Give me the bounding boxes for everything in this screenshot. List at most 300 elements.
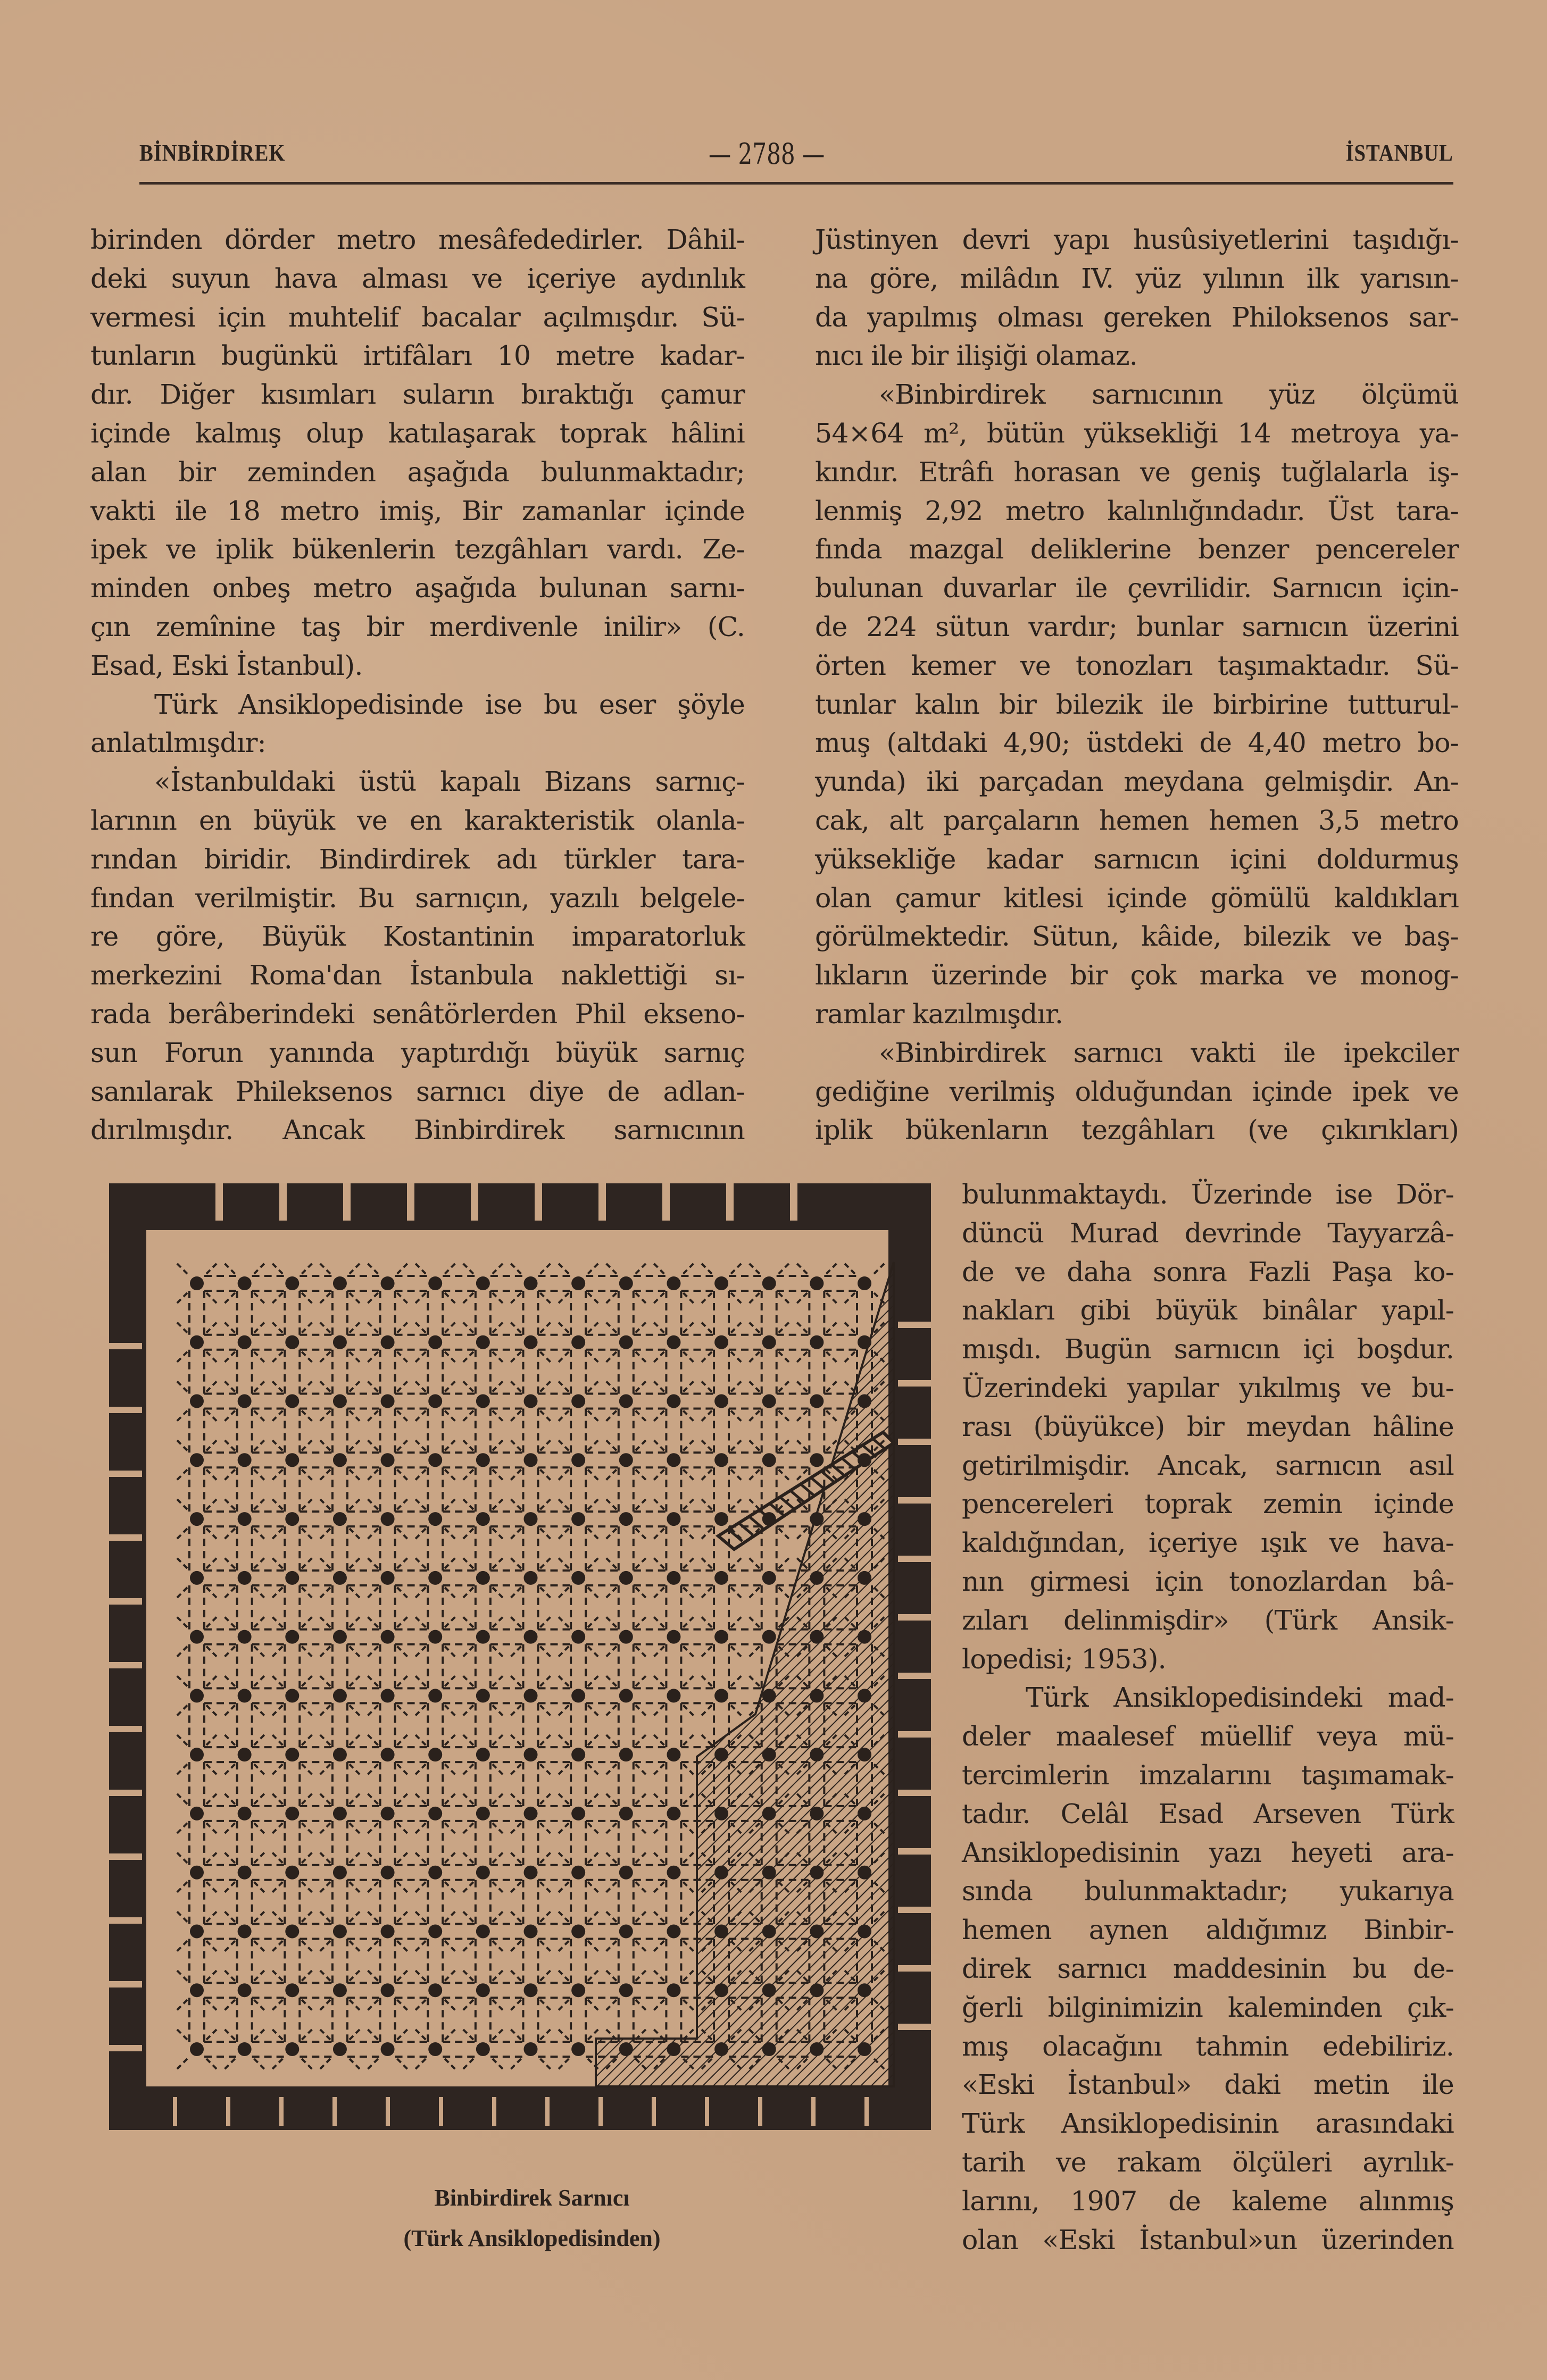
column [858, 1748, 871, 1761]
column [381, 1453, 395, 1467]
column [285, 1276, 299, 1290]
column [476, 1335, 490, 1349]
column [428, 1748, 442, 1761]
text-line: ipek ve iplik bükenlerin tezgâhları vardı. Ze- [90, 533, 745, 565]
text-line: larının en büyük ve en karakteristik olanla- [90, 804, 745, 836]
wall-slit [652, 2097, 656, 2126]
wall-slit [109, 1917, 142, 1924]
column [667, 1866, 680, 1880]
column [285, 1748, 299, 1761]
column [381, 1571, 395, 1585]
wall-slit [407, 1183, 414, 1221]
column [524, 1689, 538, 1702]
wall-slit [726, 1183, 734, 1221]
column [810, 1335, 824, 1349]
text-line: muş (altdaki 4,90; üstdeki de 4,40 metro bo- [815, 727, 1459, 759]
column [762, 1924, 776, 1938]
column [858, 1983, 871, 1997]
column [619, 1748, 633, 1761]
column [333, 1748, 347, 1761]
text-line: tercimlerin imzalarını taşımamak- [962, 1759, 1454, 1791]
column [428, 1571, 442, 1585]
text-line: lenmiş 2,92 metro kalınlığındadır. Üst tara- [815, 495, 1459, 527]
column [285, 1453, 299, 1467]
wall-slit [598, 2097, 603, 2126]
column [524, 1630, 538, 1644]
column [333, 1866, 347, 1880]
column [858, 1335, 871, 1349]
column [571, 1335, 585, 1349]
text-line: içinde kalmış olup katılaşarak toprak hâlini [90, 417, 745, 449]
text-line: ramlar kazılmışdır. [815, 998, 1063, 1030]
column [381, 1983, 395, 1997]
text-line: zıları delinmişdir» (Türk Ansik- [962, 1604, 1454, 1636]
wall-slit [898, 1673, 931, 1679]
column [810, 1571, 824, 1585]
column [762, 1276, 776, 1290]
text-line: sun Forun yanında yaptırdığı büyük sarnıç [90, 1037, 745, 1068]
column [571, 1394, 585, 1408]
wall-slit [215, 1183, 223, 1221]
wall-slit [898, 1965, 931, 1972]
text-line: nıcı ile bir ilişiği olamaz. [815, 340, 1138, 372]
column [381, 1807, 395, 1821]
column [571, 1571, 585, 1585]
text-line: tunlar kalın bir bilezik ile birbirine tutturul- [815, 688, 1459, 720]
column [238, 1394, 252, 1408]
column [381, 1689, 395, 1702]
text-line: gediğine verilmiş olduğundan içinde ipek ve [815, 1075, 1459, 1107]
column [619, 1630, 633, 1644]
text-line: görülmektedir. Sütun, kâide, bilezik ve baş- [815, 921, 1459, 953]
text-line: kındır. Etrâfı horasan ve geniş tuğlalarla iş- [815, 456, 1459, 488]
header-rule [139, 182, 1453, 185]
column [810, 1630, 824, 1644]
column [333, 1807, 347, 1821]
column [381, 1394, 395, 1408]
wall-slit [109, 1343, 142, 1349]
text-line: anlatılmışdır: [90, 727, 266, 759]
column [619, 1453, 633, 1467]
column [333, 1571, 347, 1585]
column [858, 1276, 871, 1290]
column [333, 1276, 347, 1290]
wall-slit [279, 2097, 284, 2126]
column [714, 1453, 728, 1467]
text-line: örten kemer ve tonozları taşımaktadır. Sü- [815, 649, 1459, 681]
wall-slit [758, 2097, 762, 2126]
column [571, 2042, 585, 2056]
wall-slit [471, 1183, 478, 1221]
text-line: nın girmesi için tonozlardan bâ- [962, 1565, 1454, 1597]
text-line: larını, 1907 de kaleme alınmış [962, 2185, 1454, 2217]
text-line: Türk Ansiklopedisinde ise bu eser şöyle [154, 688, 745, 720]
column [714, 1924, 728, 1938]
column [285, 1571, 299, 1585]
column [714, 1512, 728, 1526]
column [333, 1453, 347, 1467]
column [571, 1276, 585, 1290]
wall-slit [898, 1907, 931, 1913]
column [476, 1924, 490, 1938]
column [524, 1571, 538, 1585]
wall-slit [898, 2024, 931, 2030]
text-line: sında bulunmaktadır; yukarıya [962, 1875, 1454, 1907]
text-line: vakti ile 18 metro imiş, Bir zamanlar içinde [90, 495, 745, 527]
column [238, 1866, 252, 1880]
column [667, 1453, 680, 1467]
text-line: kaldığından, içeriye ışık ve hava- [962, 1527, 1454, 1559]
column [810, 1866, 824, 1880]
wall-slit [898, 1497, 931, 1504]
text-line: tunların bugünkü irtifâları 10 metre kadar- [90, 340, 745, 372]
column [571, 1453, 585, 1467]
text-line: rası (büyükce) bir meydan hâline [962, 1410, 1454, 1442]
column [476, 1394, 490, 1408]
column [858, 1630, 871, 1644]
wall-slit [811, 2097, 816, 2126]
column [381, 1335, 395, 1349]
column [190, 1512, 204, 1526]
column [428, 1512, 442, 1526]
column [381, 1630, 395, 1644]
text-line: mış olacağını tahmin edebiliriz. [962, 2030, 1454, 2062]
text-line: Türk Ansiklopedisindeki mad- [1026, 1682, 1454, 1714]
column [238, 2042, 252, 2056]
column [762, 1394, 776, 1408]
column [810, 1983, 824, 1997]
wall-slit [898, 1439, 931, 1445]
column [238, 1571, 252, 1585]
column [285, 2042, 299, 2056]
column [333, 1924, 347, 1938]
text-line: da yapılmış olması gereken Philoksenos sar- [815, 301, 1459, 333]
wall-slit [343, 1183, 351, 1221]
header-right-title: İSTANBUL [1345, 140, 1453, 166]
text-line: deler maalesef müellif veya mü- [962, 1721, 1454, 1752]
text-line: çın zemînine taş bir merdivenle inilir» (C. [90, 611, 745, 642]
column [714, 1394, 728, 1408]
wall-slit [386, 2097, 390, 2126]
column [428, 1866, 442, 1880]
column [381, 1866, 395, 1880]
column [858, 1453, 871, 1467]
column [619, 1512, 633, 1526]
column [476, 1689, 490, 1702]
column [476, 1571, 490, 1585]
column [285, 1394, 299, 1408]
column [619, 1571, 633, 1585]
column [714, 1571, 728, 1585]
text-line: alan bir zeminden aşağıda bulunmaktadır; [90, 456, 745, 488]
column [619, 2042, 633, 2056]
column [619, 1276, 633, 1290]
column [381, 1924, 395, 1938]
column [667, 2042, 680, 2056]
column [762, 1748, 776, 1761]
text-line: vermesi için muhtelif bacalar açılmışdır. Sü- [90, 301, 745, 333]
column [190, 1689, 204, 1702]
wall-slit [492, 2097, 496, 2126]
column [333, 2042, 347, 2056]
column [858, 1512, 871, 1526]
column [762, 2042, 776, 2056]
text-line: pencereleri toprak zemin içinde [962, 1488, 1454, 1520]
column [238, 1924, 252, 1938]
column [524, 2042, 538, 2056]
column [762, 1571, 776, 1585]
column [858, 2042, 871, 2056]
column [285, 1689, 299, 1702]
column [619, 1394, 633, 1408]
column [667, 1689, 680, 1702]
caption-source: (Türk Ansiklopedisinden) [403, 2225, 661, 2251]
column [524, 1276, 538, 1290]
text-line: «Binbirdirek sarnıcı vakti ile ipekciler [879, 1037, 1459, 1068]
column [810, 1394, 824, 1408]
column [667, 1571, 680, 1585]
wall-slit [226, 2097, 230, 2126]
column [238, 1689, 252, 1702]
column [428, 1276, 442, 1290]
column [619, 1983, 633, 1997]
wall-slit [109, 1662, 142, 1668]
text-line: re göre, Büyük Kostantinin imparatorluk [90, 921, 745, 953]
column [858, 1571, 871, 1585]
column [810, 1453, 824, 1467]
text-line: direk sarnıcı maddesinin bu de- [962, 1952, 1454, 1984]
column [190, 1453, 204, 1467]
column [238, 1335, 252, 1349]
wall-slit [898, 1556, 931, 1562]
text-line: de 224 sütun vardır; bunlar sarnıcın üzerini [815, 611, 1459, 642]
text-line: Esad, Eski İstanbul). [90, 649, 363, 681]
column [476, 1276, 490, 1290]
column [571, 1807, 585, 1821]
text-line: de ve daha sonra Fazli Paşa ko- [962, 1256, 1454, 1288]
text-line: rından biridir. Bindirdirek adı türkler tara- [90, 843, 745, 875]
column [190, 1571, 204, 1585]
column [810, 1924, 824, 1938]
column [667, 1983, 680, 1997]
running-header [139, 137, 1453, 185]
text-line: tarih ve rakam ölçüleri ayrılık- [962, 2146, 1454, 2178]
text-line: fında mazgal deliklerine benzer pencereler [815, 533, 1459, 565]
wall-slit [109, 1407, 142, 1413]
column [524, 1983, 538, 1997]
text-line: fından verilmiştir. Bu sarnıçın, yazılı belgele- [90, 882, 745, 914]
column [714, 1807, 728, 1821]
column [190, 1748, 204, 1761]
column [858, 1866, 871, 1880]
column [285, 1924, 299, 1938]
column [428, 1453, 442, 1467]
column [714, 1866, 728, 1880]
column [667, 1924, 680, 1938]
wall-slit [279, 1183, 287, 1221]
column [428, 1807, 442, 1821]
column [190, 1630, 204, 1644]
column [667, 1276, 680, 1290]
text-line: rada berâberindeki senâtörlerden Phil ekseno- [90, 998, 745, 1030]
column [476, 1983, 490, 1997]
wall-slit [109, 1853, 142, 1860]
column [190, 1394, 204, 1408]
wall-slit [662, 1183, 670, 1221]
column [476, 1866, 490, 1880]
column [190, 1983, 204, 1997]
column [714, 1689, 728, 1702]
column [714, 1983, 728, 1997]
column [333, 1983, 347, 1997]
wall-slit [109, 1534, 142, 1541]
text-line: olan «Eski İstanbul»un üzerinden [962, 2224, 1454, 2256]
text-line: bulunmaktaydı. Üzerinde ise Dör- [962, 1179, 1454, 1210]
column [476, 1512, 490, 1526]
column [428, 1394, 442, 1408]
column [571, 1748, 585, 1761]
column [810, 1276, 824, 1290]
right-column-text-top [815, 221, 1459, 1150]
column [476, 2042, 490, 2056]
column [858, 1924, 871, 1938]
wall-slit [109, 1790, 142, 1796]
column [333, 1512, 347, 1526]
column [667, 1630, 680, 1644]
column [238, 1453, 252, 1467]
column [667, 1807, 680, 1821]
column [285, 1866, 299, 1880]
column [333, 1630, 347, 1644]
column [762, 1689, 776, 1702]
column [762, 1807, 776, 1821]
wall-slit [109, 2045, 142, 2051]
column [381, 2042, 395, 2056]
column [571, 1924, 585, 1938]
column [476, 1630, 490, 1644]
column [810, 1807, 824, 1821]
column [619, 1807, 633, 1821]
column [428, 1983, 442, 1997]
left-column-text [90, 221, 745, 1150]
column [190, 2042, 204, 2056]
column [571, 1689, 585, 1702]
text-line: minden onbeş metro aşağıda bulunan sarnı- [90, 572, 745, 604]
text-line: Türk Ansiklopedisinin arasındaki [962, 2108, 1454, 2140]
floor-plan-drawing [109, 1183, 947, 2141]
text-line: Ansiklopedisinin yazı heyeti ara- [962, 1836, 1454, 1868]
wall-slit [598, 1183, 606, 1221]
column [667, 1512, 680, 1526]
column [524, 1453, 538, 1467]
column [619, 1924, 633, 1938]
column [619, 1689, 633, 1702]
column [238, 1512, 252, 1526]
text-line: lıkların üzerinde bir çok marka ve monog- [815, 959, 1459, 991]
column [524, 1866, 538, 1880]
column [285, 1335, 299, 1349]
column [714, 1630, 728, 1644]
column [571, 1512, 585, 1526]
text-line: «Binbirdirek sarnıcının yüz ölçümü [879, 379, 1459, 411]
column [667, 1394, 680, 1408]
text-line: düncü Murad devrinde Tayyarzâ- [962, 1217, 1454, 1249]
wall-slit [864, 2097, 869, 2126]
column [571, 1630, 585, 1644]
column [190, 1807, 204, 1821]
column [238, 1630, 252, 1644]
column [476, 1807, 490, 1821]
column [428, 1335, 442, 1349]
text-line: hemen aynen aldığımız Binbir- [962, 1914, 1454, 1946]
column [762, 1335, 776, 1349]
column [285, 1630, 299, 1644]
column [381, 1512, 395, 1526]
column [285, 1983, 299, 1997]
column [762, 1866, 776, 1880]
wall-slit [109, 1471, 142, 1477]
column [333, 1335, 347, 1349]
column [238, 1983, 252, 1997]
wall-slit [439, 2097, 443, 2126]
text-line: nakları gibi büyük binâlar yapıl- [962, 1295, 1454, 1326]
text-line: yüksekliğe kadar sarnıcın içini doldurmuş [815, 843, 1459, 875]
column [285, 1512, 299, 1526]
column [571, 1983, 585, 1997]
text-line: dırılmışdır. Ancak Binbirdirek sarnıcının [90, 1114, 745, 1146]
column [190, 1866, 204, 1880]
column [238, 1748, 252, 1761]
text-line: bulunan duvarlar ile çevrilidir. Sarnıcın için- [815, 572, 1459, 604]
column [428, 2042, 442, 2056]
column [714, 1276, 728, 1290]
wall-slit [109, 1726, 142, 1732]
column [858, 1807, 871, 1821]
text-line: tadır. Celâl Esad Arseven Türk [962, 1798, 1454, 1830]
column [810, 1748, 824, 1761]
column [571, 1866, 585, 1880]
figure-caption [298, 2178, 766, 2259]
text-line: mışdı. Bugün sarnıcın içi boşdur. [962, 1333, 1454, 1365]
column [428, 1924, 442, 1938]
column [238, 1807, 252, 1821]
column [810, 1512, 824, 1526]
column [858, 1689, 871, 1702]
wall-slit [898, 1322, 931, 1328]
column [524, 1748, 538, 1761]
column [428, 1630, 442, 1644]
column [524, 1335, 538, 1349]
text-line: olan çamur kitlesi içinde gömülü kaldıkları [815, 882, 1459, 914]
right-column-text-bottom [962, 1175, 1454, 2259]
column [190, 1276, 204, 1290]
wall-slit [332, 2097, 337, 2126]
column [190, 1924, 204, 1938]
text-line: getirilmişdir. Ancak, sarnıcın asıl [962, 1449, 1454, 1481]
text-line: deki suyun hava alması ve içeriye aydınlık [90, 262, 745, 294]
text-line: Jüstinyen devri yapı husûsiyetlerini taşıdığı- [815, 224, 1459, 255]
text-line: «İstanbuldaki üstü kapalı Bizans sarnıç- [154, 766, 745, 798]
text-line: 54×64 m², bütün yüksekliği 14 metroya ya- [815, 417, 1459, 449]
wall-slit [109, 1981, 142, 1987]
text-line: yunda) iki parçadan meydana gelmişdir. An- [815, 766, 1459, 798]
wall-slit [545, 2097, 550, 2126]
column [476, 1748, 490, 1761]
column [285, 1807, 299, 1821]
wall-slit [173, 2097, 177, 2126]
column [428, 1689, 442, 1702]
column [524, 1512, 538, 1526]
